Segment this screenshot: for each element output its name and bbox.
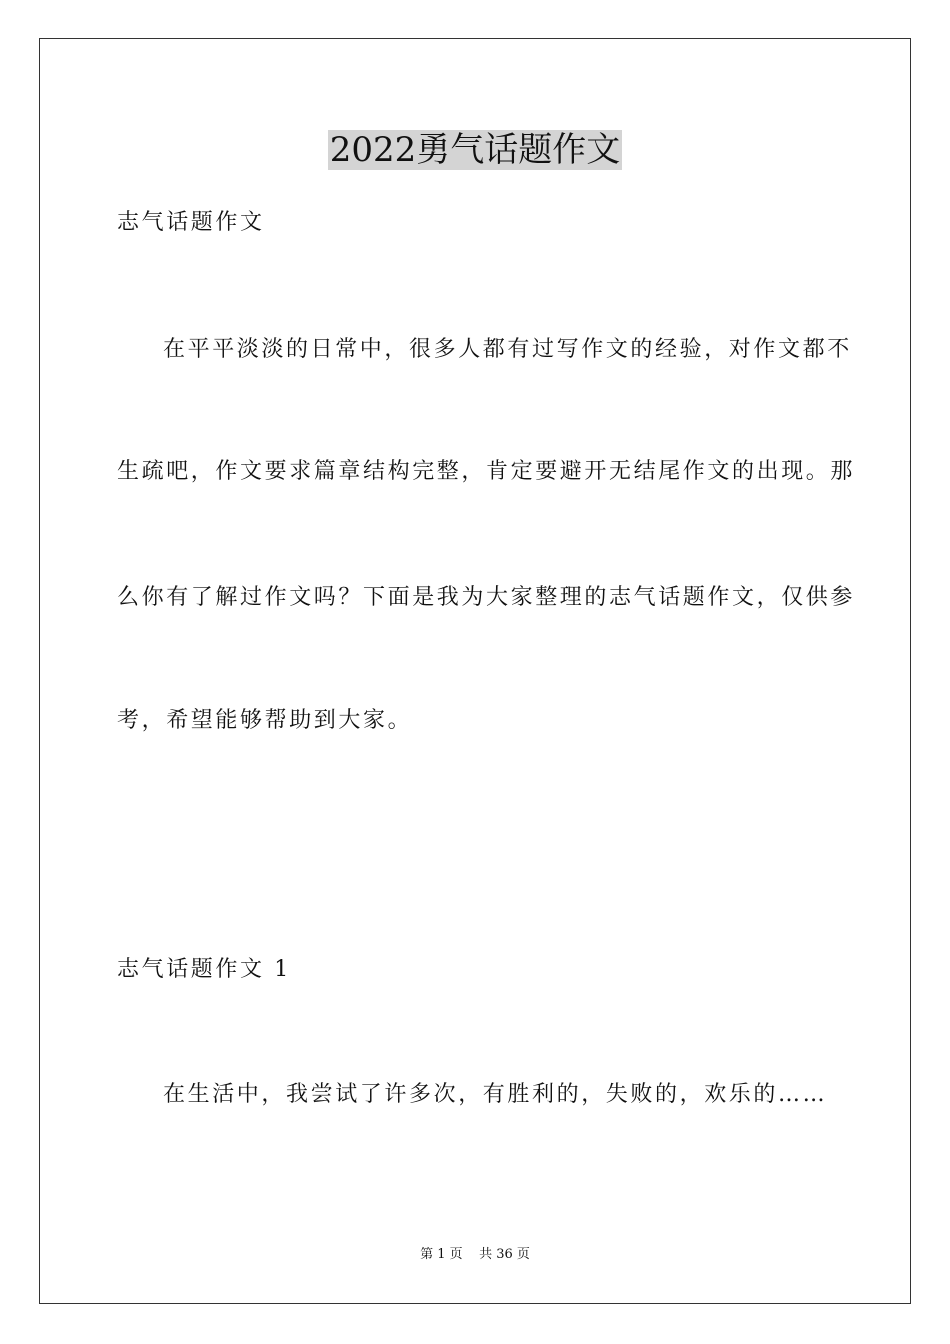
document-title-text: 2022勇气话题作文 — [329, 130, 621, 170]
page-footer: 第 1 页 共 36 页 — [420, 1247, 530, 1262]
essay-1-paragraph-line: 在生活中，我尝试了许多次，有胜利的，失败的，欢乐的…… — [163, 1082, 828, 1107]
section-heading-intro: 志气话题作文 — [117, 210, 265, 235]
document-title — [0, 128, 950, 172]
section-heading-essay-1: 志气话题作文 1 — [117, 957, 291, 982]
intro-paragraph-line: 在平平淡淡的日常中，很多人都有过写作文的经验，对作文都不 — [163, 337, 852, 362]
intro-paragraph-line: 考，希望能够帮助到大家。 — [117, 708, 413, 733]
intro-paragraph-line: 生疏吧，作文要求篇章结构完整，肯定要避开无结尾作文的出现。那 — [117, 459, 856, 484]
intro-paragraph-line: 么你有了解过作文吗？下面是我为大家整理的志气话题作文，仅供参 — [117, 585, 856, 610]
